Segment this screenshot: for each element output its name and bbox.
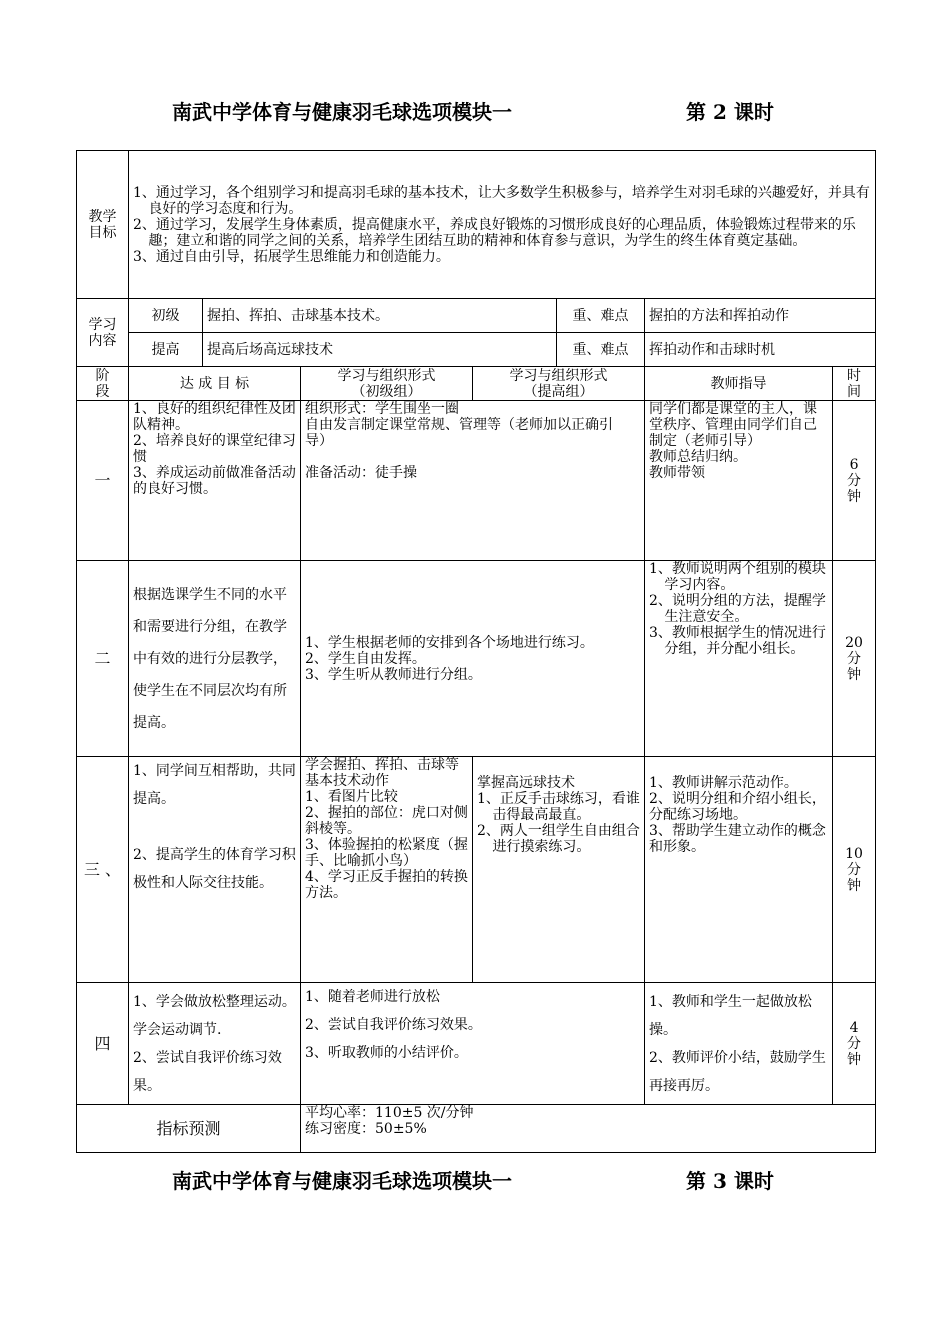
- lesson-number: 第 3 课时: [686, 1169, 774, 1193]
- goals-label: 教学 目标: [77, 151, 129, 299]
- stage-row-1: [77, 401, 876, 561]
- goal-item: 1、通过学习，各个组别学习和提高羽毛球的基本技术，让大多数学生积极参与，培养学生对羽毛球的兴趣爱好，并具有良好的学习态度和行为。: [133, 184, 870, 217]
- key-label: 重、难点: [557, 333, 645, 367]
- col-time: 时 间: [833, 367, 876, 401]
- column-header-row: [77, 367, 876, 401]
- teacher-item: 2、说明分组的方法，提醒学生注意安全。: [649, 593, 826, 625]
- next-page-title: [0, 1166, 950, 1196]
- col-goal: 达 成 目 标: [129, 367, 301, 401]
- stage-time: 4 分 钟: [833, 983, 876, 1105]
- stage-teacher: 1、教师和学生一起做放松操。 2、教师评价小结，鼓励学生再接再厉。: [645, 983, 833, 1105]
- key-point: 挥拍动作和击球时机: [645, 333, 876, 367]
- stage-row-2: [77, 561, 876, 757]
- content-row-advanced: [77, 333, 876, 367]
- stage-form: 1、随着老师进行放松 2、尝试自我评价练习效果。 3、听取教师的小结评价。: [301, 983, 645, 1105]
- stage-row-4: [77, 983, 876, 1105]
- content-text: 提高后场高远球技术: [203, 333, 557, 367]
- col-form-basic: 学习与组织形式 （初级组）: [301, 367, 473, 401]
- goal-item: 3、通过自由引导，拓展学生思维能力和创造能力。: [133, 248, 450, 265]
- content-row-basic: [77, 299, 876, 333]
- indicator-values: 平均心率：110±5 次/分钟 练习密度：50±5%: [301, 1105, 876, 1153]
- title-text: 南武中学体育与健康羽毛球选项模块一: [172, 1169, 512, 1193]
- title-text: 南武中学体育与健康羽毛球选项模块一: [172, 100, 512, 124]
- stage-goal: 1、同学间互相帮助，共同提高。 2、提高学生的体育学习积极性和人际交往技能。: [129, 757, 301, 983]
- stage-form: 组织形式：学生围坐一圈 自由发言制定课堂常规、管理等（老师加以正确引导） 准备活动：徒手操: [301, 401, 645, 561]
- form-item: 1、正反手击球练习，看谁击得最高最直。: [477, 791, 640, 823]
- lesson-number: 第 2 课时: [686, 100, 774, 124]
- stage-name: 二: [77, 561, 129, 757]
- form-item: 1、学生根据老师的安排到各个场地进行练习。: [305, 634, 594, 651]
- teacher-item: 1、教师说明两个组别的模块学习内容。: [649, 561, 826, 593]
- col-form-advanced: 学习与组织形式 （提高组）: [473, 367, 645, 401]
- key-point: 握拍的方法和挥拍动作: [645, 299, 876, 333]
- goals-row: [77, 151, 876, 299]
- stage-goal: 1、良好的组织纪律性及团队精神。 2、培养良好的课堂纪律习惯 3、养成运动前做准备活动的良好习惯。: [129, 401, 301, 561]
- stage-form-basic: 学会握拍、挥拍、击球等基本技术动作 1、看图片比较 2、握拍的部位：虎口对侧斜棱等。 3、体验握拍的松紧度（握手、比喻抓小鸟） 4、学习正反手握拍的转换方法。: [301, 757, 473, 983]
- stage-name: 一: [77, 401, 129, 561]
- stage-teacher: [645, 561, 833, 757]
- stage-row-3: [77, 757, 876, 983]
- indicator-label: 指标预测: [77, 1105, 301, 1153]
- form-adv-title: 掌握高远球技术: [477, 775, 575, 791]
- stage-form: [301, 561, 645, 757]
- stage-teacher: 1、教师讲解示范动作。 2、说明分组和介绍小组长，分配练习场地。 3、帮助学生建立动作的概念和形象。: [645, 757, 833, 983]
- form-item: 2、两人一组学生自由组合进行摸索练习。: [477, 823, 640, 855]
- indicator-row: [77, 1105, 876, 1153]
- content-level: 提高: [129, 333, 203, 367]
- content-text: 握拍、挥拍、击球基本技术。: [203, 299, 557, 333]
- stage-name: 四: [77, 983, 129, 1105]
- stage-teacher: 同学们都是课堂的主人，课堂秩序、管理由同学们自己制定（老师引导） 教师总结归纳。 教师带领: [645, 401, 833, 561]
- stage-goal: 根据选课学生不同的水平和需要进行分组，在教学中有效的进行分层教学，使学生在不同层次均有所提高。: [129, 561, 301, 757]
- stage-name: 三 、: [77, 757, 129, 983]
- stage-time: 10 分 钟: [833, 757, 876, 983]
- form-item: 2、学生自由发挥。: [305, 650, 426, 667]
- col-teacher: 教师指导: [645, 367, 833, 401]
- form-item: 3、学生听从教师进行分组。: [305, 666, 482, 683]
- content-level: 初级: [129, 299, 203, 333]
- page-title: [0, 97, 950, 127]
- lesson-plan-table: [76, 150, 876, 1153]
- goal-item: 2、通过学习，发展学生身体素质，提高健康水平，养成良好锻炼的习惯形成良好的心理品质，体验锻炼过程带来的乐趣；建立和谐的同学之间的关系，培养学生团结互助的精神和体育参与意识，为学生的终生体育奠定基础。: [133, 216, 856, 249]
- content-label: 学习 内容: [77, 299, 129, 367]
- teacher-item: 3、教师根据学生的情况进行分组，并分配小组长。: [649, 625, 826, 657]
- stage-time: 6 分 钟: [833, 401, 876, 561]
- col-stage: 阶 段: [77, 367, 129, 401]
- stage-form-advanced: [473, 757, 645, 983]
- stage-time: 20 分 钟: [833, 561, 876, 757]
- key-label: 重、难点: [557, 299, 645, 333]
- goals-text: [129, 151, 876, 299]
- stage-goal: 1、学会做放松整理运动。学会运动调节. 2、尝试自我评价练习效果。: [129, 983, 301, 1105]
